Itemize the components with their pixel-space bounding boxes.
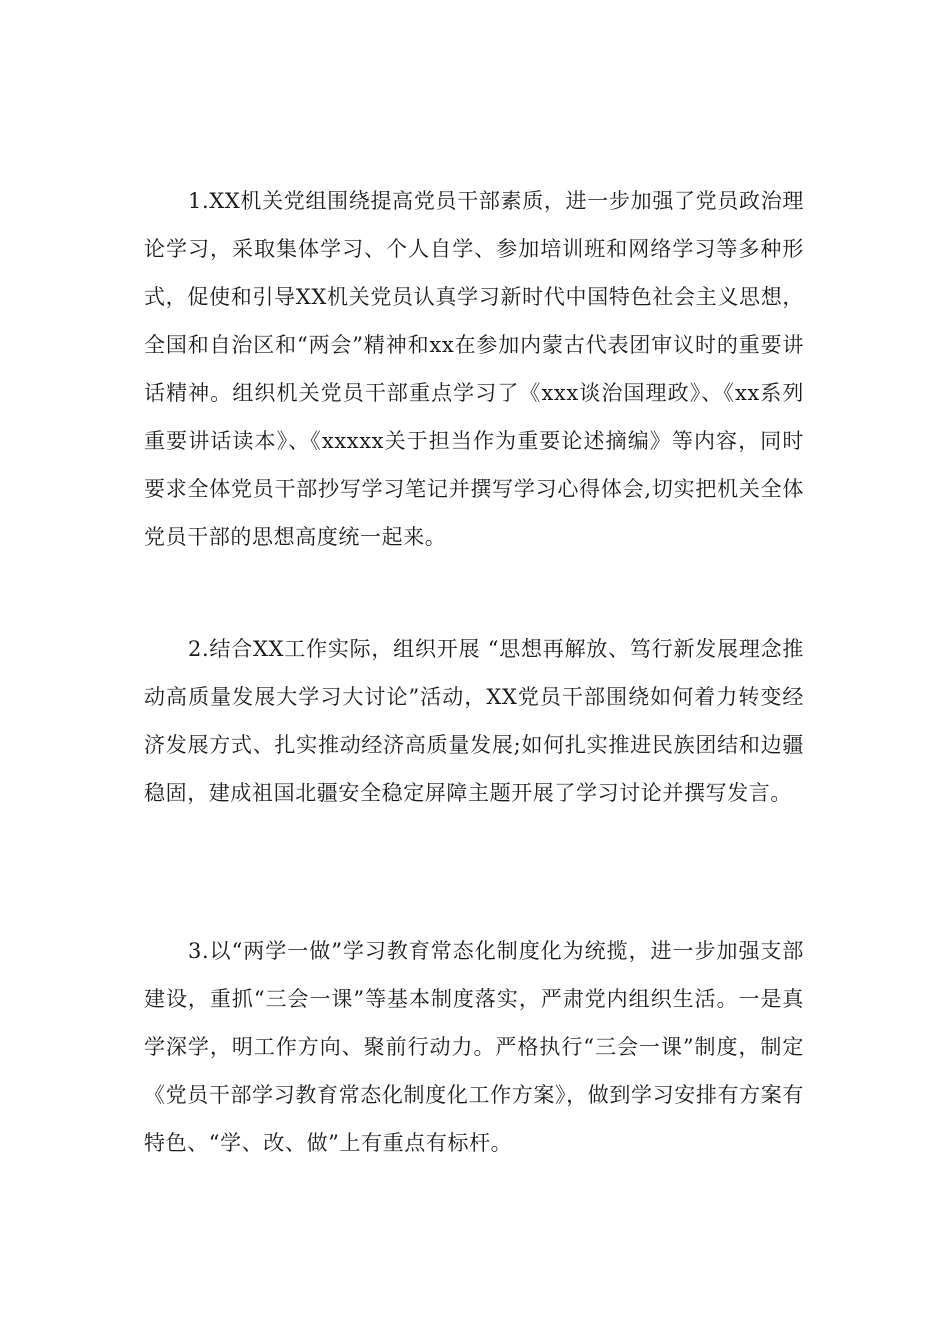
paragraph-3: 3.以“两学一做”学习教育常态化制度化为统揽，进一步加强支部建设，重抓“三会一课”等基本制度落实，严肃党内组织生活。一是真学深学，明工作方向、聚前行动力。严格执行“三会一课”制度，制定《党员干部学习教育常态化制度化工作方案》，做到学习安排有方案有特色、“学、改、做”上有重点有标杆。 — [144, 939, 804, 1155]
paragraph-2: 2.结合XX工作实际，组织开展 “思想再解放、笃行新发展理念推动高质量发展大学习大讨论”活动，XX党员干部围绕如何着力转变经济发展方式、扎实推动经济高质量发展;如何扎实推进民族团结和边疆稳固，建成祖国北疆安全稳定屏障主题开展了学习讨论并撰写发言。 — [144, 637, 804, 805]
paragraph-1: 1.XX机关党组围绕提高党员干部素质，进一步加强了党员政治理论学习，采取集体学习、个人自学、参加培训班和网络学习等多种形式，促使和引导XX机关党员认真学习新时代中国特色社会主义思想，全国和自治区和“两会”精神和xx在参加内蒙古代表团审议时的重要讲话精神。组织机关党员干部重点学习了《xxx谈治国理政》、《xx系列重要讲话读本》、《xxxxx关于担当作为重要论述摘编》等内容，同时要求全体党员干部抄写学习笔记并撰写学习心得体会,切实把机关全体党员干部的思想高度统一起来。 — [144, 189, 804, 549]
